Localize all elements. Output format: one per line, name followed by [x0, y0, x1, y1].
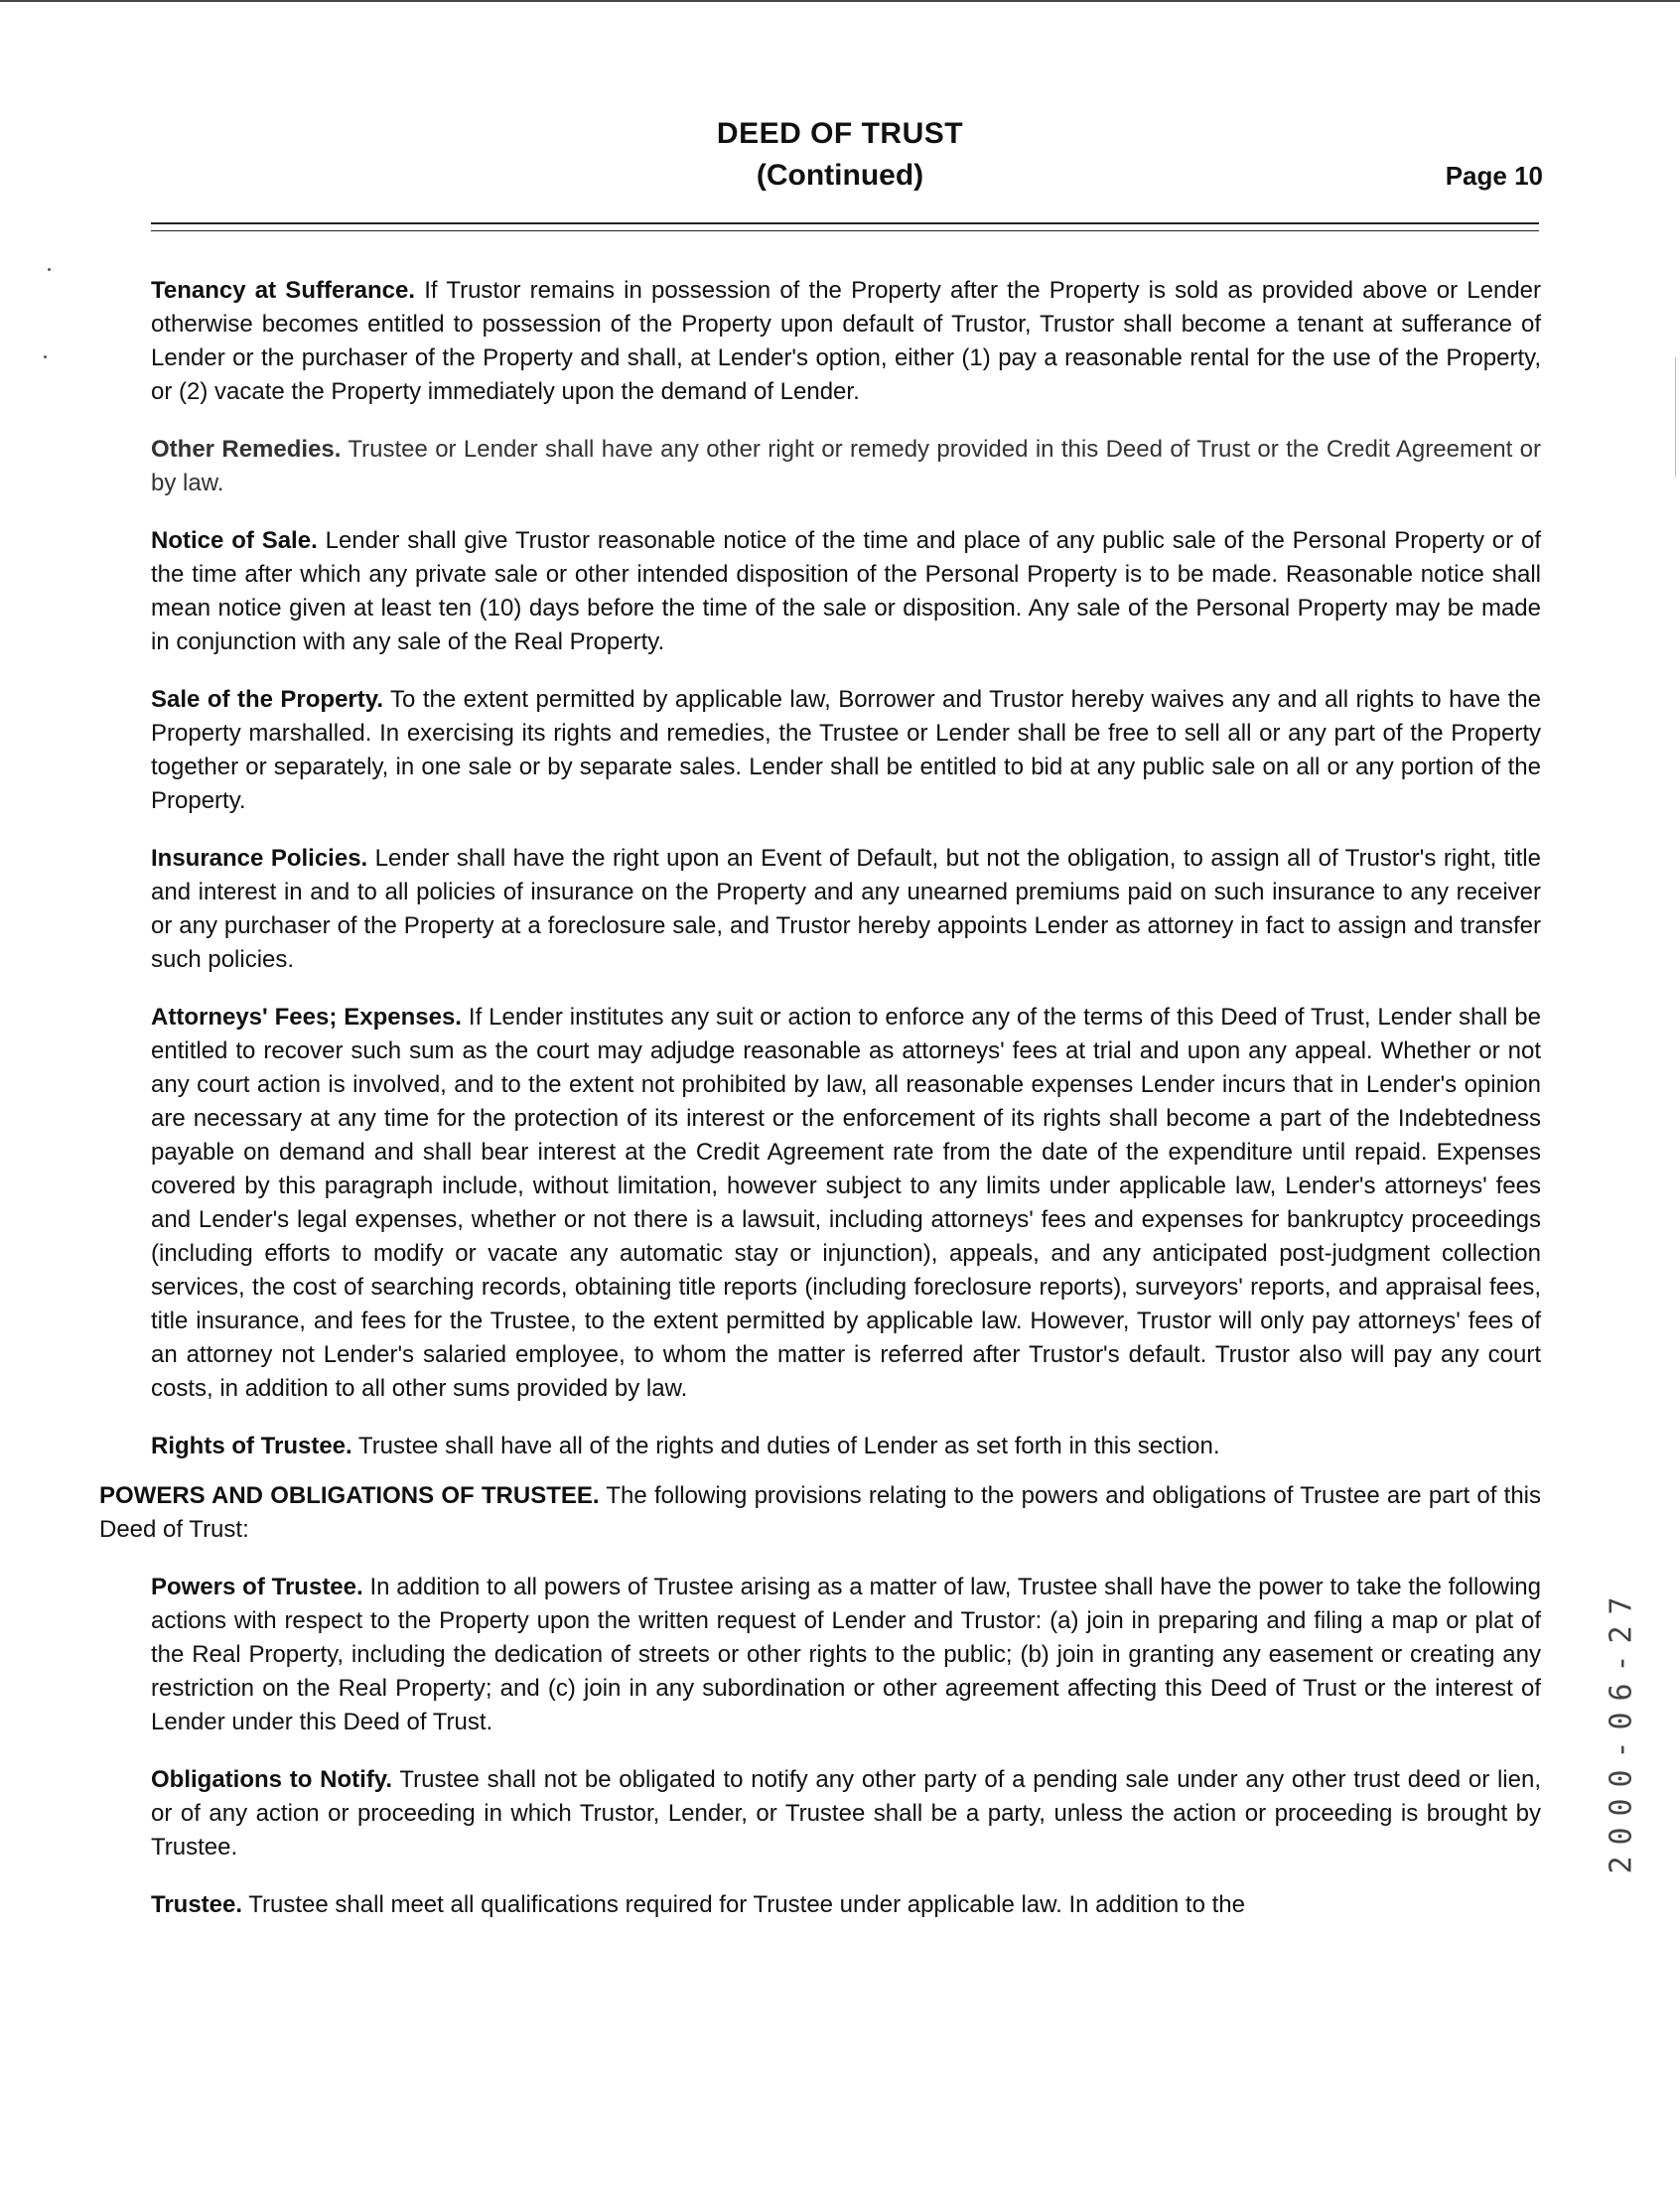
document-header [0, 117, 1680, 207]
header-rule [151, 222, 1539, 224]
stamp-char: 6 [1604, 1683, 1639, 1702]
section-text: The following provisions relating to the powers and obligations of Trustee are part of this Deed of Trust: [99, 1482, 1542, 1543]
section-trustee [151, 1888, 1541, 1922]
section-notice-of-sale [151, 524, 1541, 659]
section-heading: Obligations to Notify. [151, 1766, 393, 1793]
section-heading: Trustee. [151, 1891, 243, 1918]
section-text: In addition to all powers of Trustee arising as a matter of law, Trustee shall have the power to take the following actions with respect to the Property upon the written request of Lender and Trustor: (a) join in preparing and filing a map or plat of the Real Property, including the dedication of streets or other rights to the public; (b) join in granting any easement or creating any restriction on the Real Property; and (c) join in any subordination or other agreement affecting this Deed of Trust or the interest of Lender under this Deed of Trust. [151, 1574, 1541, 1735]
section-attorneys-fees [151, 1001, 1541, 1406]
section-text: If Trustor remains in possession of the Property after the Property is sold as provided above or Lender otherwise becomes entitled to possession of the Property upon default of Trustor, Trustor shall become a tenant at sufferance of Lender or the purchaser of the Property and shall, at Lender's option, either (1) pay a reasonable rental for the use of the Property, or (2) vacate the Property immediately upon the demand of Lender. [151, 277, 1542, 405]
top-edge-rule [0, 0, 1680, 2]
stamp-char: 7 [1604, 1596, 1639, 1615]
section-tenancy [151, 274, 1541, 409]
section-text: To the extent permitted by applicable law, Borrower and Trustor hereby waives any and all rights to have the Property marshalled. In exercising its rights and remedies, the Trustee or Lender shall be free to sell all or any part of the Property together or separately, in one sale or by separate sales. Lender shall be entitled to bid at any public sale on all or any portion of the Property. [151, 686, 1541, 814]
section-heading: Sale of the Property. [151, 686, 383, 713]
section-sale-of-property [151, 683, 1541, 818]
stamp-char: 0 [1604, 1712, 1639, 1730]
recording-stamp [1604, 1588, 1652, 1876]
section-heading: Powers of Trustee. [151, 1574, 363, 1600]
section-text: Trustee shall not be obligated to notify any other party of a pending sale under any other trust deed or lien, or of any action or proceeding in which Trustor, Lender, or Trustee shall be a party, unless the action or proceeding is brought by Trustee. [151, 1766, 1541, 1861]
section-insurance-policies [151, 842, 1541, 977]
document-subtitle: (Continued) [756, 159, 924, 192]
section-text: Trustee or Lender shall have any other right or remedy provided in this Deed of Trust or the Credit Agreement or by law. [151, 436, 1542, 496]
section-heading: Attorneys' Fees; Expenses. [151, 1004, 462, 1031]
header-rule-secondary [151, 230, 1539, 231]
section-text: Trustee shall have all of the rights and duties of Lender as set forth in this section. [357, 1433, 1220, 1459]
section-heading: Insurance Policies. [151, 845, 368, 872]
stamp-char: - [1604, 1740, 1639, 1759]
major-heading: POWERS AND OBLIGATIONS OF TRUSTEE. [99, 1482, 600, 1509]
section-other-remedies [151, 433, 1541, 500]
stamp-char: 0 [1604, 1827, 1639, 1846]
scan-edge-mark [1675, 357, 1676, 477]
stamp-char: 0 [1604, 1769, 1639, 1788]
section-heading: Tenancy at Sufferance. [151, 277, 416, 304]
section-rights-of-trustee [151, 1430, 1541, 1463]
document-title: DEED OF TRUST [716, 117, 964, 150]
section-powers-of-trustee [151, 1571, 1541, 1739]
margin-dot [48, 268, 51, 271]
page-number: Page 10 [1445, 161, 1543, 191]
section-text: Lender shall have the right upon an Event of Default, but not the obligation, to assign all of Trustor's right, title and interest in and to all policies of insurance on the Property and any unearned premiums paid on such insurance to any receiver or any purchaser of the Property at a foreclosure sale, and Trustor hereby appoints Lender as attorney in fact to assign and transfer such policies. [151, 845, 1541, 973]
stamp-char: 0 [1604, 1798, 1639, 1817]
section-text: Lender shall give Trustor reasonable notice of the time and place of any public sale of the Personal Property or of the time after which any private sale or other intended disposition of the Personal Property is to be made. Reasonable notice shall mean notice given at least ten (10) days before the time of the sale or disposition. Any sale of the Personal Property may be made in conjunction with any sale of the Real Property. [151, 527, 1542, 655]
document-body [99, 250, 1541, 1938]
section-heading: Rights of Trustee. [151, 1433, 352, 1459]
section-text: If Lender institutes any suit or action to enforce any of the terms of this Deed of Trust, Lender shall be entitled to recover such sum as the court may adjudge reasonable as attorneys' fees at trial and upon any appeal. Whether or not any court action is involved, and to the extent not prohibited by law, all reasonable expenses Lender incurs that in Lender's opinion are necessary at any time for the protection of its interest or the enforcement of its rights shall become a part of the Indebtedness payable on demand and shall bear interest at the Credit Agreement rate from the date of the expenditure until repaid. Expenses covered by this paragraph include, without limitation, however subject to any limits under applicable law, Lender's attorneys' fees and Lender's legal expenses, whether or not there is a lawsuit, including attorneys' fees and expenses for bankruptcy proceedings (including efforts to modify or vacate any automatic stay or injunction), appeals, and any anticipated post-judgment collection services, the cost of searching records, obtaining title reports (including foreclosure reports), surveyors' reports, and appraisal fees, title insurance, and fees for the Trustee, to the extent permitted by applicable law. However, Trustor will only pay attorneys' fees of an attorney not Lender's salaried employee, to whom the matter is referred after Trustor's default. Trustor also will pay any court costs, in addition to all other sums provided by law. [151, 1004, 1541, 1402]
section-powers-obligations [99, 1479, 1541, 1547]
section-text: Trustee shall meet all qualifications required for Trustee under applicable law. In addition to the [248, 1891, 1245, 1918]
stamp-char: 2 [1604, 1625, 1639, 1644]
margin-dot [44, 355, 47, 358]
section-heading: Other Remedies. [151, 436, 342, 463]
stamp-char: - [1604, 1654, 1639, 1673]
section-heading: Notice of Sale. [151, 527, 318, 554]
section-obligations-to-notify [151, 1763, 1541, 1864]
stamp-char: 2 [1604, 1856, 1639, 1874]
